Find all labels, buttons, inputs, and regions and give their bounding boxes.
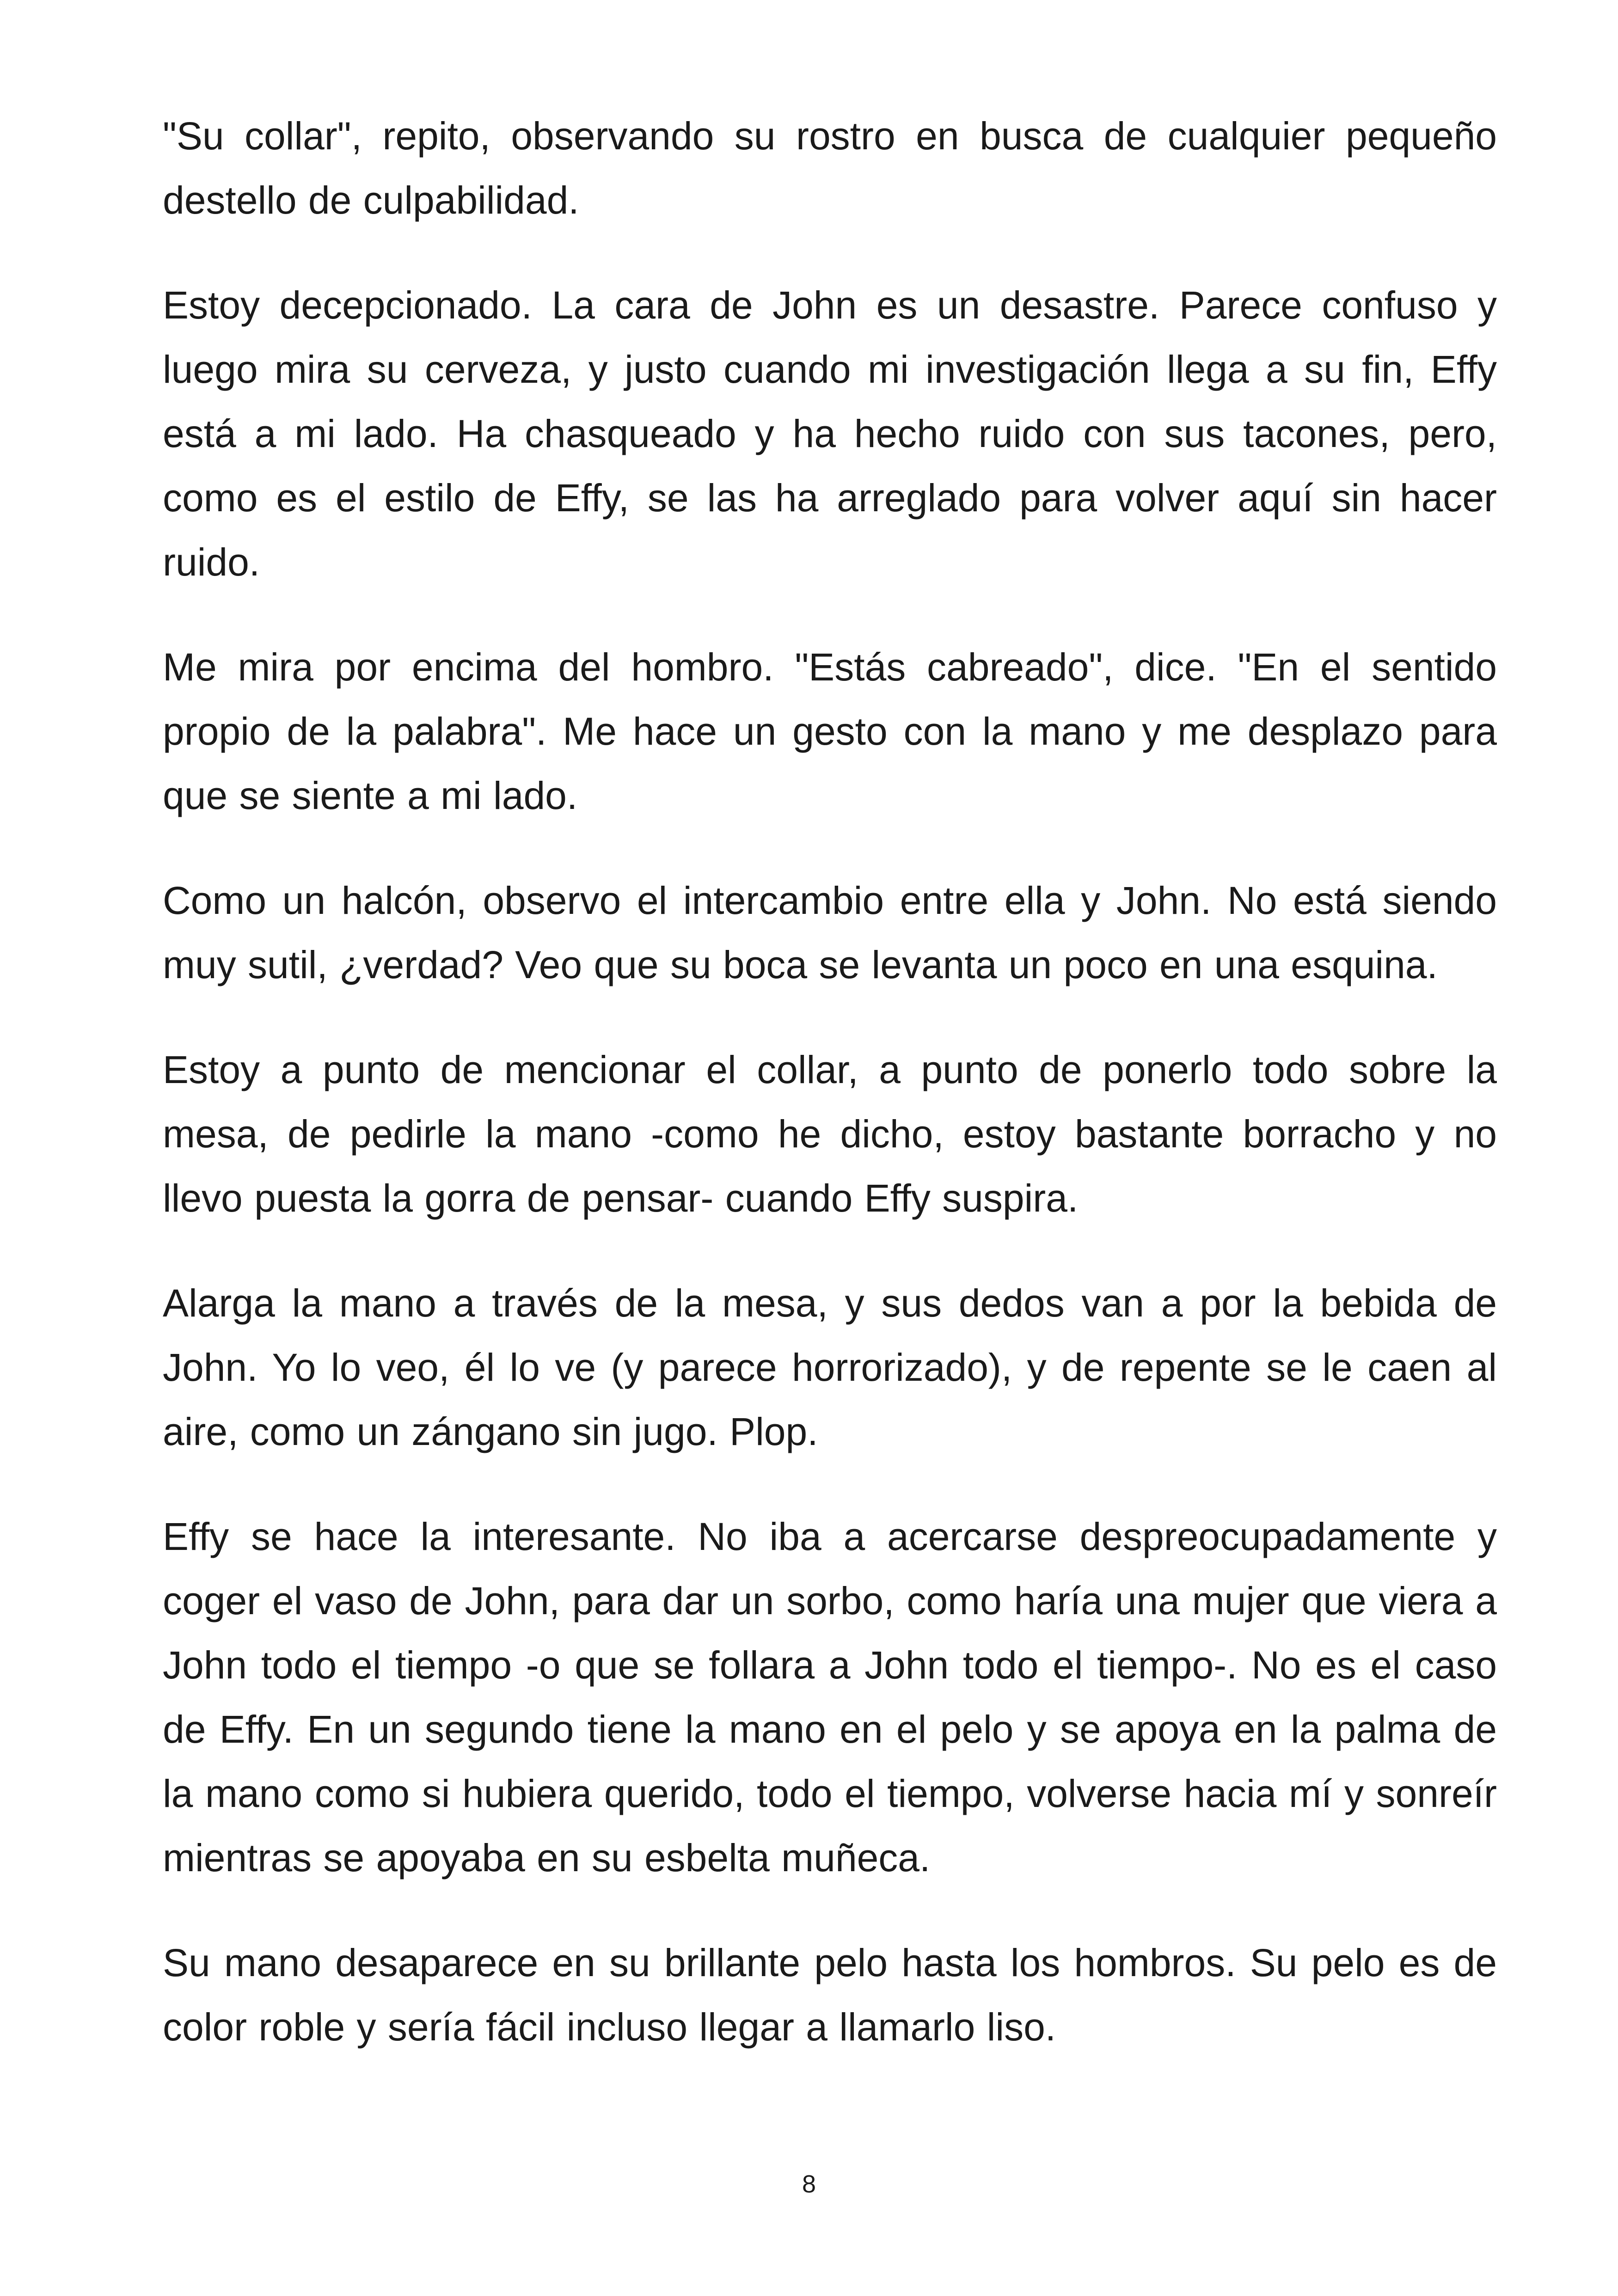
paragraph-7: Effy se hace la interesante. No iba a acercarse despreocupadamente y coger el vaso de John, para dar un sorbo, como haría una mujer que viera a John todo el tiempo -o que se follara a John todo el tiempo-. No es el caso de Effy. En un segundo tiene la mano en el pelo y se apoya en la palma de la mano como si hubiera querido, todo el tiempo, volverse hacia mí y sonreír mientras se apoyaba en su esbelta muñeca. [163,1515,1497,1880]
paragraph-4: Como un halcón, observo el intercambio entre ella y John. No está siendo muy sutil, ¿verdad? Veo que su boca se levanta un poco en una esquina. [163,879,1497,986]
paragraph-2: Estoy decepcionado. La cara de John es un desastre. Parece confuso y luego mira su cerveza, y justo cuando mi investigación llega a su fin, Effy está a mi lado. Ha chasqueado y ha hecho ruido con sus tacones, pero, como es el estilo de Effy, se las ha arreglado para volver aquí sin hacer ruido. [163,283,1497,584]
body-text [163,104,1497,2100]
paragraph-3: Me mira por encima del hombro. "Estás cabreado", dice. "En el sentido propio de la palabra". Me hace un gesto con la mano y me desplazo para que se siente a mi lado. [163,645,1497,817]
paragraph-5: Estoy a punto de mencionar el collar, a punto de ponerlo todo sobre la mesa, de pedirle la mano -como he dicho, estoy bastante borracho y no llevo puesta la gorra de pensar- cuando Effy suspira. [163,1048,1497,1220]
paragraph-6: Alarga la mano a través de la mesa, y sus dedos van a por la bebida de John. Yo lo veo, él lo ve (y parece horrorizado), y de repente se le caen al aire, como un zángano sin jugo. Plop. [163,1281,1497,1453]
paragraph-8: Su mano desaparece en su brillante pelo hasta los hombros. Su pelo es de color roble y sería fácil incluso llegar a llamarlo liso. [163,1941,1497,2049]
page-number: 8 [802,2170,816,2198]
paragraph-1: "Su collar", repito, observando su rostro en busca de cualquier pequeño destello de culpabilidad. [163,114,1497,222]
